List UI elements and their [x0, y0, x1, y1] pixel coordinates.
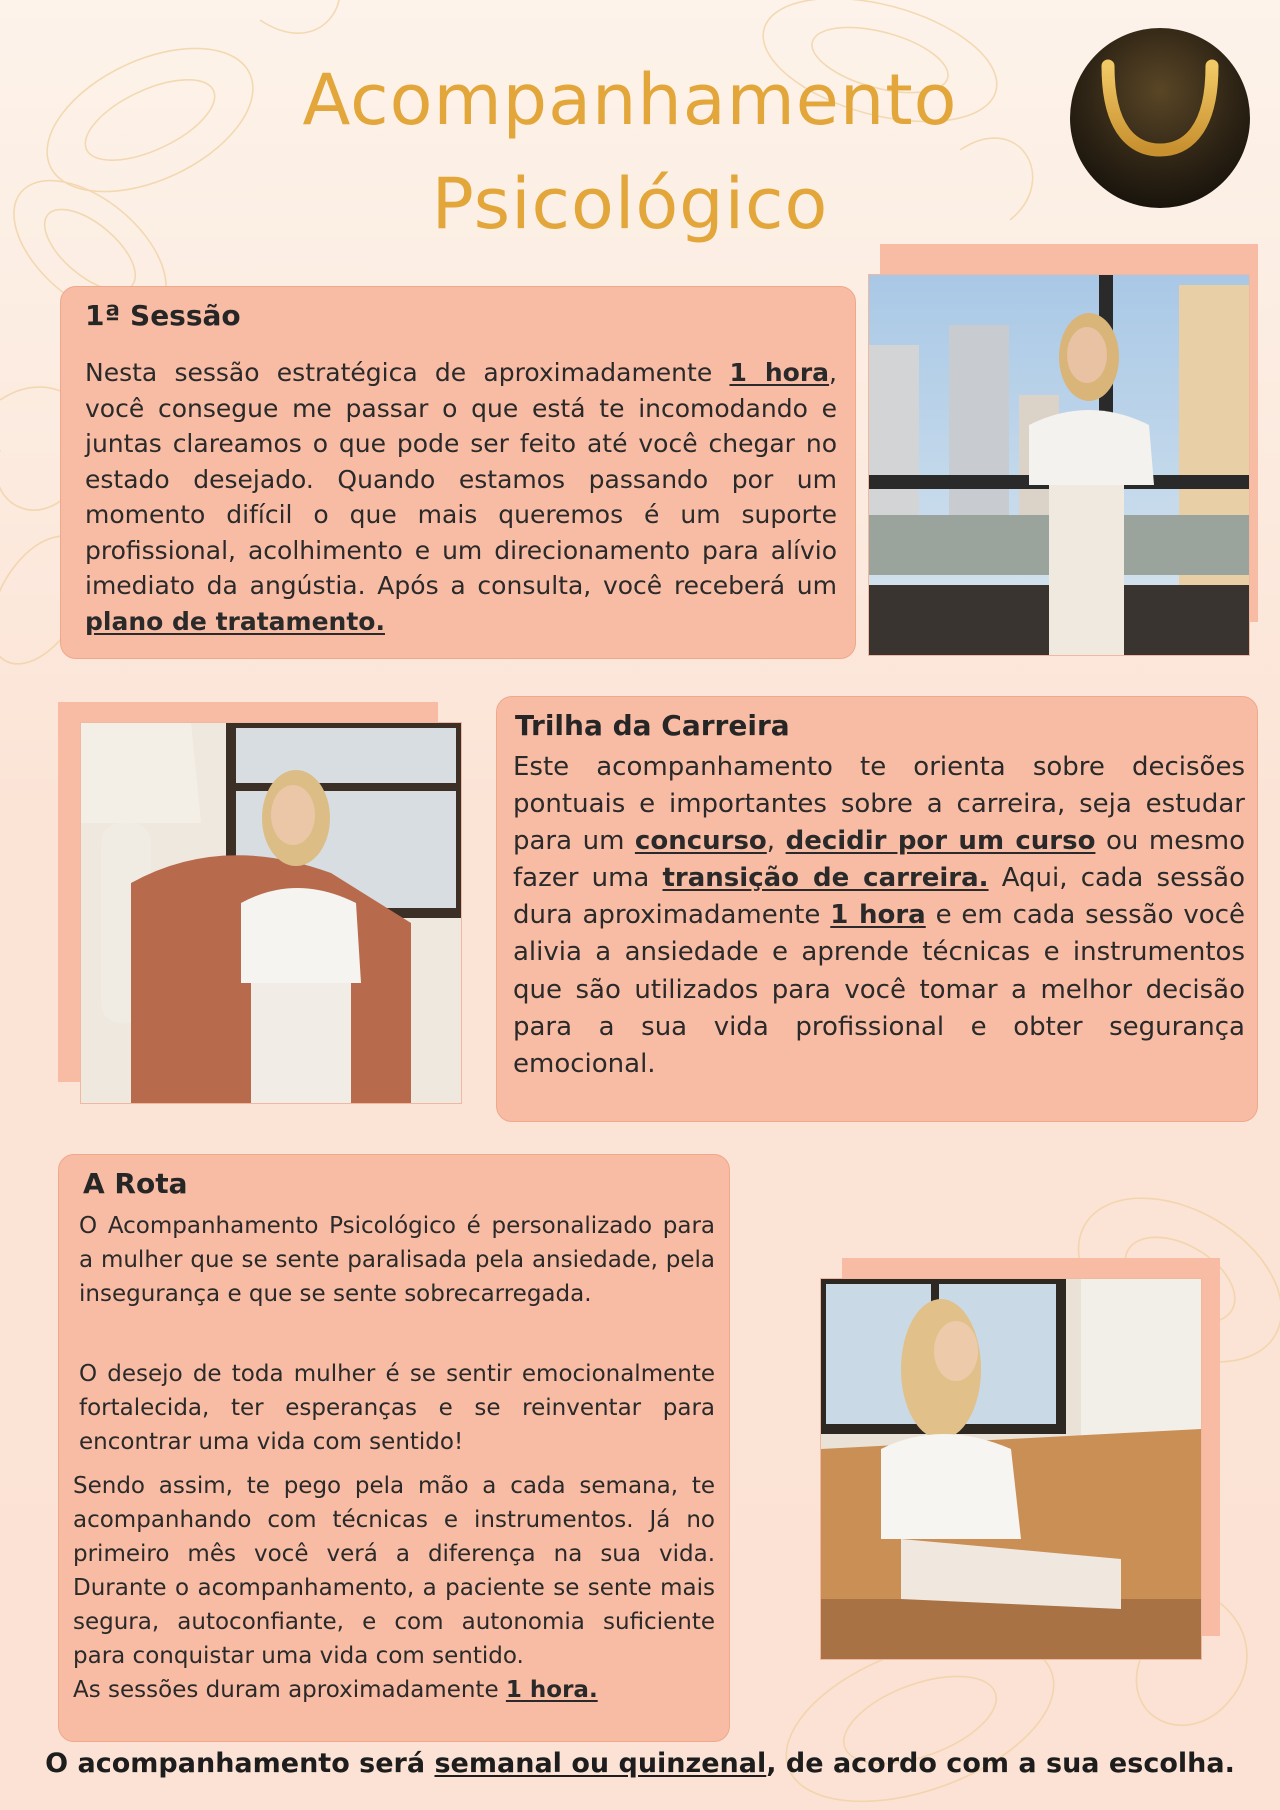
- career-text-c: ou mesmo fazer uma: [513, 826, 1245, 894]
- career-duration: 1 hora: [830, 900, 926, 931]
- session-text-b: , você consegue me passar o que está te incomodando e juntas clareamos o que pode ser feito até você chegar no estado desejado. Quando estamos passando por um momento difícil o que mais queremos é um suporte profissional, acolhimento e um direcionamento para alívio imediato da angústia. Após a consulta, você receberá um: [85, 358, 837, 600]
- career-text: [513, 749, 1245, 1083]
- session-text-a: Nesta sessão estratégica de aproximadamente: [85, 358, 730, 387]
- career-text-a: Este acompanhamento te orienta sobre decisões pontuais e importantes sobre a carreira, seja estudar para um: [513, 752, 1245, 857]
- treatment-plan: plano de tratamento.: [85, 606, 385, 636]
- route-paragraph-3: Sendo assim, te pego pela mão a cada semana, te acompanhando com técnicas e instrumentos. Já no primeiro mês você verá a diferença na sua vida. Durante o acompanhamento, a paciente se sente mais segura, autoconfiante, e com autonomia suficiente para conquistar uma vida com sentido.: [73, 1473, 715, 1669]
- footer-text-b: , de acordo com a sua escolha.: [766, 1748, 1235, 1779]
- photo-sofa-phone: [820, 1258, 1222, 1660]
- title-line-2: Psicológico: [431, 163, 829, 245]
- footer-note: [0, 1748, 1280, 1779]
- route-paragraph-1: O Acompanhamento Psicológico é personalizado para a mulher que se sente paralisada pela ansiedade, pela insegurança e que se sente sobrecarregada.: [79, 1213, 715, 1307]
- photo-window-standing: [868, 244, 1258, 654]
- career-decidir-curso: decidir por um curso: [785, 826, 1096, 857]
- footer-text-a: O acompanhamento será: [45, 1748, 435, 1779]
- career-text-b: ,: [766, 826, 786, 857]
- career-transicao: transição de carreira.: [662, 863, 989, 894]
- route-paragraph-4: [73, 1673, 715, 1707]
- photo-armchair-seated: [58, 702, 462, 1102]
- session-card: [60, 286, 856, 659]
- career-text-e: e em cada sessão você alivia a ansiedade e aprende técnicas e instrumentos que são utilizados para você tomar a melhor decisão para a sua vida profissional e obter segurança emocional.: [513, 900, 1245, 1079]
- career-card: [496, 696, 1258, 1122]
- session-heading: 1ª Sessão: [85, 299, 241, 332]
- footer-frequency: semanal ou quinzenal: [434, 1748, 767, 1779]
- route-text-a: As sessões duram aproximadamente: [73, 1677, 506, 1703]
- session-text: [85, 355, 837, 639]
- psi-symbol-icon: [1068, 26, 1252, 210]
- route-duration: 1 hora.: [505, 1677, 598, 1703]
- page-title: [240, 48, 1020, 256]
- session-duration: 1 hora: [729, 358, 830, 387]
- career-concurso: concurso: [634, 826, 767, 857]
- route-paragraph-2: O desejo de toda mulher é se sentir emocionalmente fortalecida, ter esperanças e se reinventar para encontrar uma vida com sentido!: [79, 1361, 715, 1455]
- title-line-1: Acompanhamento: [302, 59, 958, 141]
- route-heading: A Rota: [83, 1167, 188, 1200]
- career-heading: Trilha da Carreira: [515, 709, 790, 742]
- career-text-d: Aqui, cada sessão dura aproximadamente: [513, 863, 1245, 931]
- route-card: [58, 1154, 730, 1742]
